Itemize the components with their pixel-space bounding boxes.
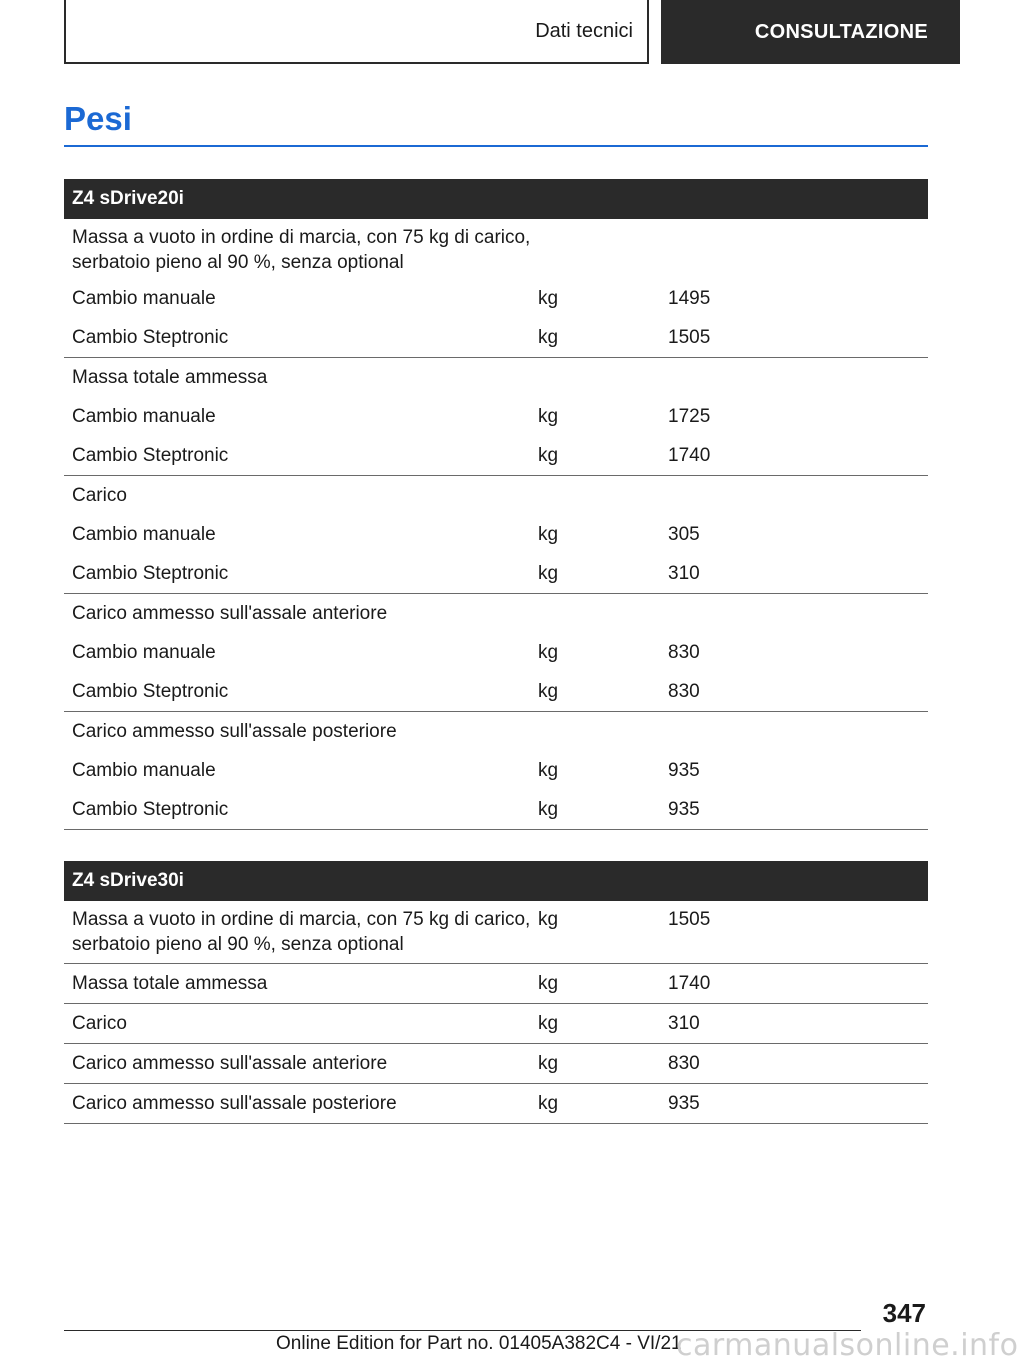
table-row bbox=[64, 554, 928, 593]
row-value: 935 bbox=[668, 1093, 700, 1114]
row-value: 1495 bbox=[668, 288, 711, 309]
row-unit: kg bbox=[538, 909, 559, 930]
row-unit: kg bbox=[538, 642, 559, 663]
table-row bbox=[64, 219, 928, 279]
row-label: Carico ammesso sull'assale posteriore bbox=[72, 721, 397, 742]
row-unit: kg bbox=[538, 760, 559, 781]
row-value: 1505 bbox=[668, 327, 711, 348]
row-label: Cambio Steptronic bbox=[72, 327, 229, 348]
row-value: 935 bbox=[668, 799, 700, 820]
table-row bbox=[64, 515, 928, 554]
row-unit: kg bbox=[538, 563, 559, 584]
row-unit: kg bbox=[538, 327, 559, 348]
row-unit: kg bbox=[538, 406, 559, 427]
row-label: Cambio manuale bbox=[72, 760, 216, 781]
weights-table-sdrive30i bbox=[64, 861, 928, 1124]
table-row bbox=[64, 358, 928, 397]
row-value: 1505 bbox=[668, 909, 711, 930]
table-row bbox=[64, 672, 928, 711]
row-label: Massa a vuoto in ordine di marcia, con 75 kg di carico, serbatoio pieno al 90 %, senza optional bbox=[72, 227, 531, 273]
row-unit: kg bbox=[538, 1053, 559, 1074]
table-group bbox=[64, 964, 928, 1004]
table-group bbox=[64, 1044, 928, 1084]
table-group bbox=[64, 219, 928, 358]
table-model-header bbox=[64, 861, 928, 901]
model-name: Z4 sDrive30i bbox=[72, 870, 184, 891]
row-label: Carico ammesso sull'assale posteriore bbox=[72, 1093, 397, 1114]
row-unit: kg bbox=[538, 973, 559, 994]
row-label: Cambio manuale bbox=[72, 642, 216, 663]
row-label: Cambio Steptronic bbox=[72, 681, 229, 702]
table-row bbox=[64, 633, 928, 672]
header-section-tab bbox=[64, 0, 649, 64]
row-unit: kg bbox=[538, 445, 559, 466]
table-row bbox=[64, 790, 928, 829]
row-unit: kg bbox=[538, 681, 559, 702]
table-group bbox=[64, 712, 928, 830]
title-divider bbox=[64, 145, 928, 147]
table-row bbox=[64, 712, 928, 751]
row-label: Massa totale ammessa bbox=[72, 973, 268, 994]
weights-table-sdrive20i bbox=[64, 179, 928, 830]
row-label: Carico ammesso sull'assale anteriore bbox=[72, 603, 388, 624]
table-row bbox=[64, 1084, 928, 1123]
table-row bbox=[64, 1044, 928, 1083]
row-value: 830 bbox=[668, 1053, 700, 1074]
row-label: Massa totale ammessa bbox=[72, 367, 268, 388]
table-group bbox=[64, 594, 928, 712]
row-value: 1725 bbox=[668, 406, 711, 427]
table-group bbox=[64, 1084, 928, 1124]
table-group bbox=[64, 1004, 928, 1044]
row-unit: kg bbox=[538, 1013, 559, 1034]
page-title: Pesi bbox=[64, 100, 132, 137]
row-label: Massa a vuoto in ordine di marcia, con 75 kg di carico, serbatoio pieno al 90 %, senza optional bbox=[72, 909, 531, 955]
row-label: Carico ammesso sull'assale anteriore bbox=[72, 1053, 388, 1074]
row-label: Cambio Steptronic bbox=[72, 445, 229, 466]
row-value: 310 bbox=[668, 1013, 700, 1034]
table-group bbox=[64, 476, 928, 594]
table-row bbox=[64, 594, 928, 633]
header-section-label: Dati tecnici bbox=[535, 19, 633, 42]
row-label: Cambio manuale bbox=[72, 288, 216, 309]
table-row bbox=[64, 279, 928, 318]
header-chapter-label: CONSULTAZIONE bbox=[754, 20, 928, 43]
table-model-header bbox=[64, 179, 928, 219]
row-value: 1740 bbox=[668, 445, 711, 466]
table-row bbox=[64, 436, 928, 475]
row-value: 310 bbox=[668, 563, 700, 584]
row-label: Cambio Steptronic bbox=[72, 799, 229, 820]
watermark-logo: carmanualsonline.info bbox=[676, 1328, 1018, 1363]
table-row bbox=[64, 964, 928, 1003]
row-label: Cambio Steptronic bbox=[72, 563, 229, 584]
table-group bbox=[64, 358, 928, 476]
row-unit: kg bbox=[538, 524, 559, 545]
row-label: Carico bbox=[72, 485, 127, 506]
table-row bbox=[64, 476, 928, 515]
row-unit: kg bbox=[538, 799, 559, 820]
row-value: 935 bbox=[668, 760, 700, 781]
model-name: Z4 sDrive20i bbox=[72, 188, 184, 209]
row-label: Cambio manuale bbox=[72, 406, 216, 427]
row-label: Carico bbox=[72, 1013, 127, 1034]
row-value: 830 bbox=[668, 681, 700, 702]
row-label: Cambio manuale bbox=[72, 524, 216, 545]
table-row bbox=[64, 751, 928, 790]
row-value: 830 bbox=[668, 642, 700, 663]
row-unit: kg bbox=[538, 288, 559, 309]
table-row bbox=[64, 901, 928, 963]
page-number: 347 bbox=[882, 1298, 926, 1328]
row-value: 305 bbox=[668, 524, 700, 545]
table-row bbox=[64, 397, 928, 436]
row-unit: kg bbox=[538, 1093, 559, 1114]
footer-edition-text: Online Edition for Part no. 01405A382C4 - VI/21 bbox=[276, 1333, 682, 1354]
table-row bbox=[64, 318, 928, 357]
row-value: 1740 bbox=[668, 973, 711, 994]
header-chapter-tab bbox=[661, 0, 960, 64]
table-row bbox=[64, 1004, 928, 1043]
table-group bbox=[64, 901, 928, 964]
